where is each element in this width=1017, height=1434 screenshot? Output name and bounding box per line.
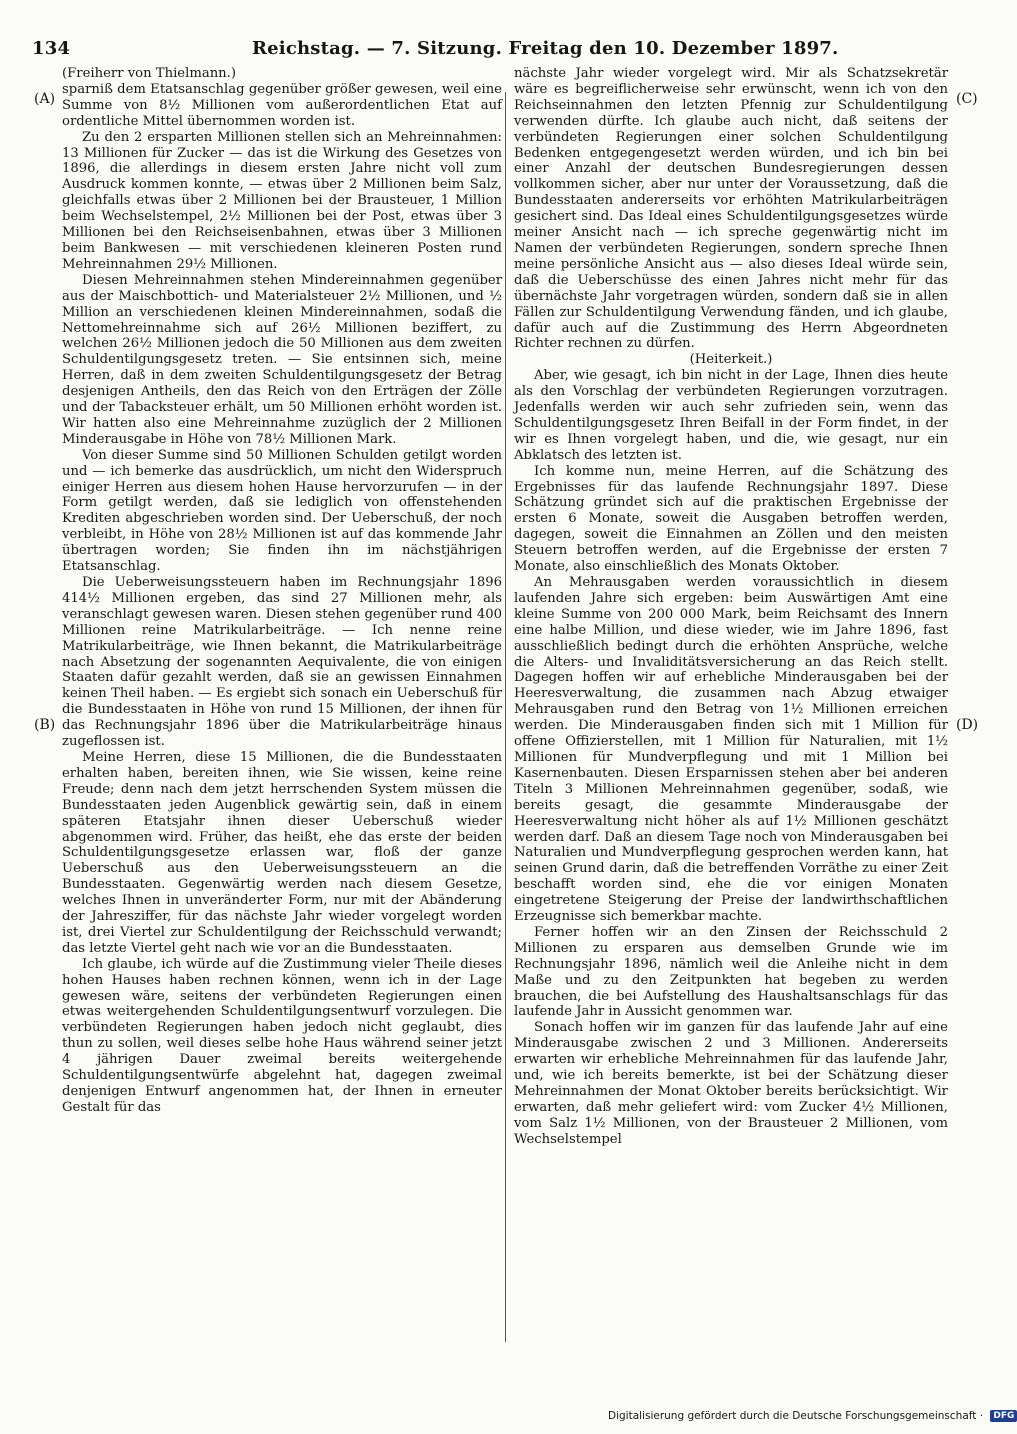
left-column	[62, 66, 502, 1116]
speaker-line: (Freiherr von Thielmann.)	[62, 66, 237, 81]
credit-text: Digitalisierung gefördert durch die Deutsche Forschungsgemeinschaft ·	[608, 1410, 984, 1422]
right-column	[514, 66, 948, 1148]
paragraph: Sonach hoffen wir im ganzen für das laufende Jahr auf eine Minderausgabe zwischen 2 und 3 Millionen. Andererseits erwarten wir erhebliche Mehreinnahmen für das laufende Jahr, und, wie ich bereits bemerkte, ist bei der Schätzung dieser Mehreinnahmen der Monat Oktober bereits berücksichtigt. Wir erwarten, daß mehr geliefert wird: vom Zucker 4½ Millionen, vom Salz 1½ Millionen, von der Brausteuer 2 Millionen, vom Wechselstempel	[514, 1020, 948, 1147]
digitization-credit	[608, 1410, 1015, 1426]
margin-mark-b: (B)	[34, 717, 56, 733]
interjection: (Heiterkeit.)	[689, 352, 773, 368]
paragraph: sparniß dem Etatsanschlag gegenüber größer gewesen, weil eine Summe von 8½ Millionen vom außerordentlichen Etat auf ordentliche Mittel übernommen worden ist.	[62, 81, 502, 129]
margin-mark-a: (A)	[34, 91, 56, 107]
column-divider	[505, 92, 506, 1342]
page-header	[32, 38, 950, 64]
paragraph: Von dieser Summe sind 50 Millionen Schulden getilgt worden und — ich bemerke das ausdrücklich, um nicht den Widerspruch einiger Herren aus diesem hohen Hause hervorzurufen — in der Form getilgt werden, daß sie lediglich von offenstehenden Krediten abgeschrieben worden sind. Der Ueberschuß, der noch verbleibt, in Höhe von 28½ Millionen ist auf das kommende Jahr übertragen worden; Sie finden ihn im nächstjährigen Etatsanschlag.	[62, 447, 502, 575]
margin-mark-d: (D)	[956, 717, 979, 733]
paragraph: Diesen Mehreinnahmen stehen Mindereinnahmen gegenüber aus der Maischbottich- und Materialsteuer 2½ Millionen, und ½ Million an verschiedenen kleinen Mindereinnahmen, sodaß die Nettomehreinnahme sich auf 26½ Millionen beziffert, zu welchen 26½ Millionen jedoch die 50 Millionen aus dem zweiten Schuldentilgungsgesetz treten. — Sie entsinnen sich, meine Herren, daß in dem zweiten Schuldentilgungsgesetz der Betrag desjenigen Antheils, den das Reich von den Erträgen der Zölle und der Tabacksteuer erhält, um 50 Millionen erhöht worden ist. Wir hatten also eine Mehreinnahme zuzüglich der 2 Millionen Minderausgabe in Höhe von 78½ Millionen Mark.	[62, 272, 502, 447]
dfg-logo-icon: DFG	[990, 1410, 1017, 1422]
page-number: 134	[32, 38, 71, 59]
paragraph: Ferner hoffen wir an den Zinsen der Reichsschuld 2 Millionen zu ersparen aus demselben Grunde wie im Rechnungsjahr 1896, nämlich weil die Anleihe nicht in dem Maße und zu den Zeitpunkten hat begeben zu werden brauchen, die bei Aufstellung des Haushaltsanschlags für das laufende Jahr in Aussicht genommen war.	[514, 924, 948, 1020]
paragraph: Aber, wie gesagt, ich bin nicht in der Lage, Ihnen dies heute als den Vorschlag der verbündeten Regierungen vorzutragen. Jedenfalls werden wir auch sehr zufrieden sein, wenn das Schuldentilgungsgesetz Ihren Beifall in der Form findet, in der wir es Ihnen vorgelegt haben, und die, wie gesagt, nur ein Abklatsch des letzten ist.	[514, 368, 948, 463]
paragraph: An Mehrausgaben werden voraussichtlich in diesem laufenden Jahre sich ergeben: beim Auswärtigen Amt eine kleine Summe von 200 000 Mark, beim Reichsamt des Innern eine halbe Million, und diese wieder, wie im Jahre 1896, fast ausschließlich bedingt durch die erhöhten Ansprüche, welche die Alters- und Invaliditätsversicherung an das Reich stellt. Dagegen hoffen wir auf erhebliche Minderausgaben bei der Heeresverwaltung, die zusammen nach Abzug etwaiger Mehrausgaben rund den Betrag von 1½ Millionen erreichen werden. Die Minderausgaben finden sich mit 1 Million für offene Offizierstellen, mit 1 Million für Naturalien, mit 1½ Millionen für Mundverpflegung und mit 1 Million bei Kasernenbauten. Diesen Ersparnissen stehen aber bei anderen Titeln 3 Millionen Mehreinnahmen gegenüber, sodaß, wie bereits gesagt, die gesammte Minderausgabe der Heeresverwaltung nicht höher als auf 1½ Millionen geschätzt werden darf. Daß an diesem Tage noch von Minderausgaben bei Naturalien und Mundverpflegung gesprochen werden kann, hat seinen Grund darin, daß die betreffenden Vorräthe zu einer Zeit beschafft worden sind, ehe die vor einigen Monaten eingetretene Steigerung der Preise der landwirthschaftlichen Erzeugnisse sich bemerkbar machte.	[514, 575, 948, 925]
paragraph: nächste Jahr wieder vorgelegt wird. Mir als Schatzsekretär wäre es begreiflicherweise sehr erwünscht, wenn ich von den Reichseinnahmen den letzten Pfennig zur Schuldentilgung verwenden dürfte. Ich glaube auch nicht, daß seitens der verbündeten Regierungen einer solchen Schuldentilgung Bedenken entgegengesetzt werden würden, und ich bin bei einer Anzahl der deutschen Bundesregierungen dessen vollkommen sicher, aber nur unter der Voraussetzung, daß die Bundesstaaten andererseits vor erhöhten Matrikularbeiträgen gesichert sind. Das Ideal eines Schuldentilgungsgesetzes würde meiner Ansicht nach — ich spreche gegenwärtig nicht im Namen der verbündeten Regierungen, sondern spreche Ihnen meine persönliche Ansicht aus — also dieses Ideal würde sein, daß die Ueberschüsse des einen Jahres nicht mehr für das übernächste Jahr vorgetragen würden, sondern daß sie in allen Fällen zur Schuldentilgung Verwendung fänden, und ich glaube, dafür auch auf die Zustimmung des Herrn Abgeordneten Richter rechnen zu dürfen.	[514, 66, 948, 352]
paragraph: Die Ueberweisungssteuern haben im Rechnungsjahr 1896 414½ Millionen ergeben, das sind 27 Millionen mehr, als veranschlagt gewesen waren. Diesen stehen gegenüber rund 400 Millionen reine Matrikularbeiträge. — Ich nenne reine Matrikularbeiträge, wie Ihnen bekannt, die Matrikularbeiträge nach Absetzung der sogenannten Aequivalente, die von einigen Staaten dafür gezahlt werden, daß sie an gewissen Einnahmen keinen Theil haben. — Es ergiebt sich sonach ein Ueberschuß für die Bundesstaaten in Höhe von rund 15 Millionen, der ihnen für das Rechnungsjahr 1896 über die Matrikularbeiträge hinaus zugeflossen ist.	[62, 575, 502, 750]
paragraph: Ich komme nun, meine Herren, auf die Schätzung des Ergebnisses für das laufende Rechnungsjahr 1897. Diese Schätzung gründet sich auf die praktischen Ergebnisse der ersten 6 Monate, soweit die Ausgaben betroffen werden, dagegen, soweit die Einnahmen an Zöllen und den meisten Steuern betroffen werden, auf die Ergebnisse der ersten 7 Monate, also einschließlich des Monats Oktober.	[514, 463, 948, 575]
margin-mark-c: (C)	[956, 91, 978, 107]
paragraph: Zu den 2 ersparten Millionen stellen sich an Mehreinnahmen: 13 Millionen für Zucker — das ist die Wirkung des Gesetzes von 1896, die allerdings in diesem ersten Jahre nicht voll zum Ausdruck kommen konnte, — etwas über 2 Millionen beim Salz, gleichfalls etwas über 2 Millionen bei der Brausteuer, 1 Million beim Wechselstempel, 2½ Millionen bei der Post, etwas über 3 Millionen bei den Reichseisenbahnen, etwas über 3 Millionen beim Bankwesen — mit verschiedenen kleineren Posten rund Mehreinnahmen 29½ Millionen.	[62, 129, 502, 272]
running-title: Reichstag. — 7. Sitzung. Freitag den 10. Dezember 1897.	[252, 38, 839, 59]
paragraph: Meine Herren, diese 15 Millionen, die die Bundesstaaten erhalten haben, bereiten ihnen, wie Sie wissen, keine reine Freude; denn nach dem jetzt herrschenden System müssen die Bundesstaaten jeden Augenblick gewärtig sein, daß in einem späteren Etatsjahr ihnen dieser Ueberschuß wieder abgenommen wird. Früher, das heißt, ehe das erste der beiden Schuldentilgungsgesetze erlassen war, floß der ganze Ueberschuß aus den Ueberweisungssteuern an die Bundesstaaten. Gegenwärtig werden nach diesem Gesetze, welches Ihnen in unveränderter Form, nur mit der Abänderung der Jahresziffer, für das nächste Jahr wieder vorgelegt worden ist, drei Viertel zur Schuldentilgung der Reichsschuld verwandt; das letzte Viertel geht nach wie vor an die Bundesstaaten.	[62, 749, 502, 956]
paragraph: Ich glaube, ich würde auf die Zustimmung vieler Theile dieses hohen Hauses haben rechnen können, wenn ich in der Lage gewesen wäre, seitens der verbündeten Regierungen einen etwas weitergehenden Schuldentilgungsentwurf vorzulegen. Die verbündeten Regierungen haben jedoch nicht geglaubt, dies thun zu sollen, weil dieses selbe hohe Haus während seiner jetzt 4 jährigen Dauer zweimal bereits weitergehende Schuldentilgungsentwürfe abgelehnt hat, dagegen zweimal denjenigen Entwurf angenommen hat, der Ihnen in erneuter Gestalt für das	[62, 956, 502, 1115]
